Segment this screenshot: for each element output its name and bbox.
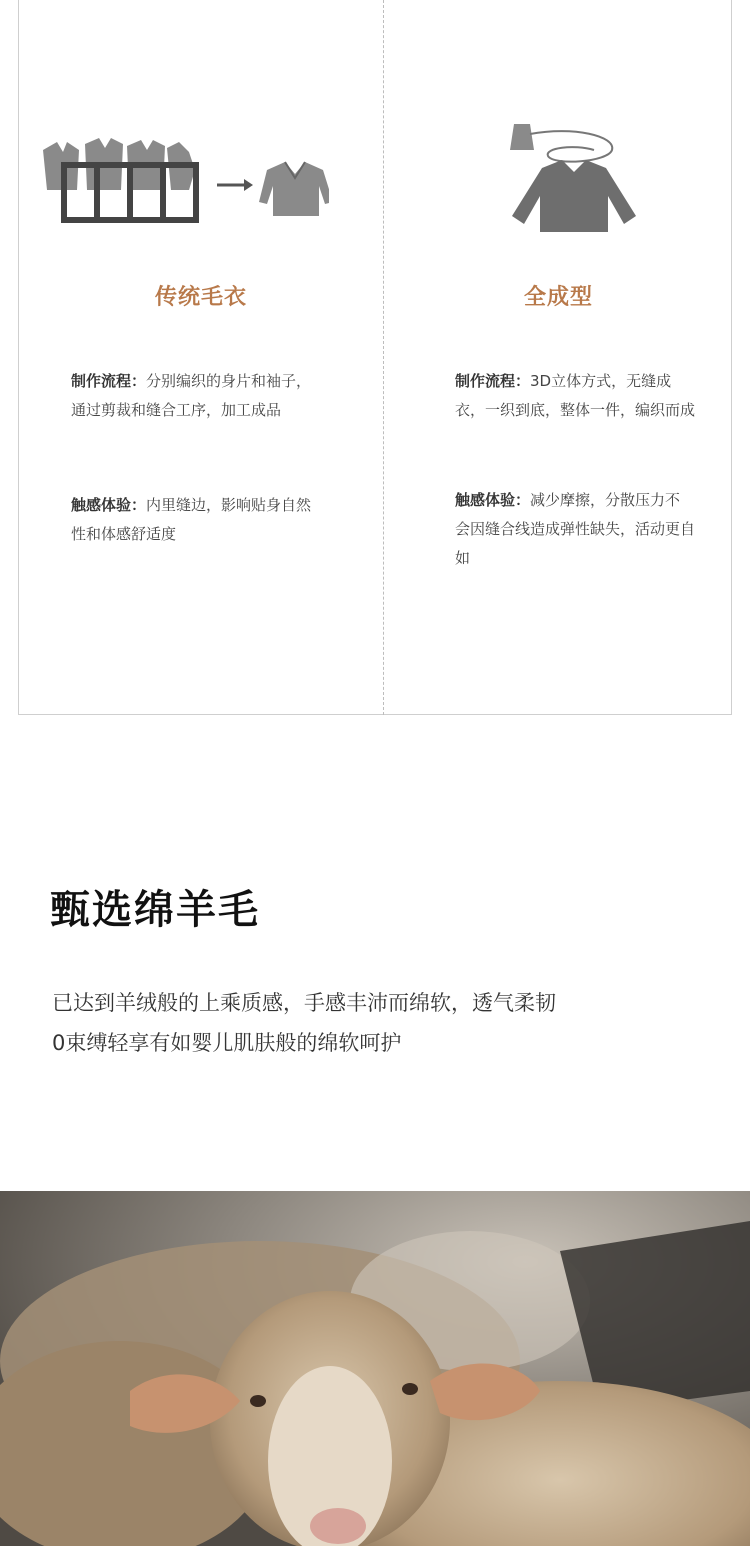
traditional-feel-text [71, 491, 321, 549]
process-desc: 3D立体方式，无缝成衣，一织到底，整体一件，编织而成 [455, 372, 696, 419]
comparison-panel [18, 0, 732, 715]
section-desc-line-1: 已达到羊绒般的上乘质感，手感丰沛而绵软，透气柔韧 [52, 991, 556, 1015]
seamless-sweater-column [384, 0, 733, 715]
feel-desc: 内里缝边，影响贴身自然性和体感舒适度 [71, 496, 312, 543]
section-title: 甄选绵羊毛 [50, 887, 260, 933]
section-description [52, 983, 702, 1063]
seamless-knit-sweater-icon [504, 120, 644, 235]
seamless-sweater-title: 全成型 [523, 285, 593, 310]
process-desc: 分别编织的身片和袖子，通过剪裁和缝合工序，加工成品 [71, 372, 312, 419]
traditional-process-text [71, 367, 321, 425]
seamless-process-text [455, 367, 695, 425]
process-label: 制作流程： [71, 372, 147, 390]
seamless-feel-text [455, 486, 695, 573]
cut-and-sew-sweater-icon [39, 130, 329, 230]
feel-desc: 减少摩擦，分散压力不会因缝合线造成弹性缺失，活动更自如 [455, 491, 696, 567]
feel-label: 触感体验： [455, 491, 531, 509]
traditional-sweater-title: 传统毛衣 [154, 285, 247, 310]
sheep-photo [0, 1191, 750, 1546]
process-label: 制作流程： [455, 372, 531, 390]
feel-label: 触感体验： [71, 496, 147, 514]
traditional-sweater-column [19, 0, 383, 715]
section-desc-line-2: 0束缚轻享有如婴儿肌肤般的绵软呵护 [52, 1031, 402, 1055]
